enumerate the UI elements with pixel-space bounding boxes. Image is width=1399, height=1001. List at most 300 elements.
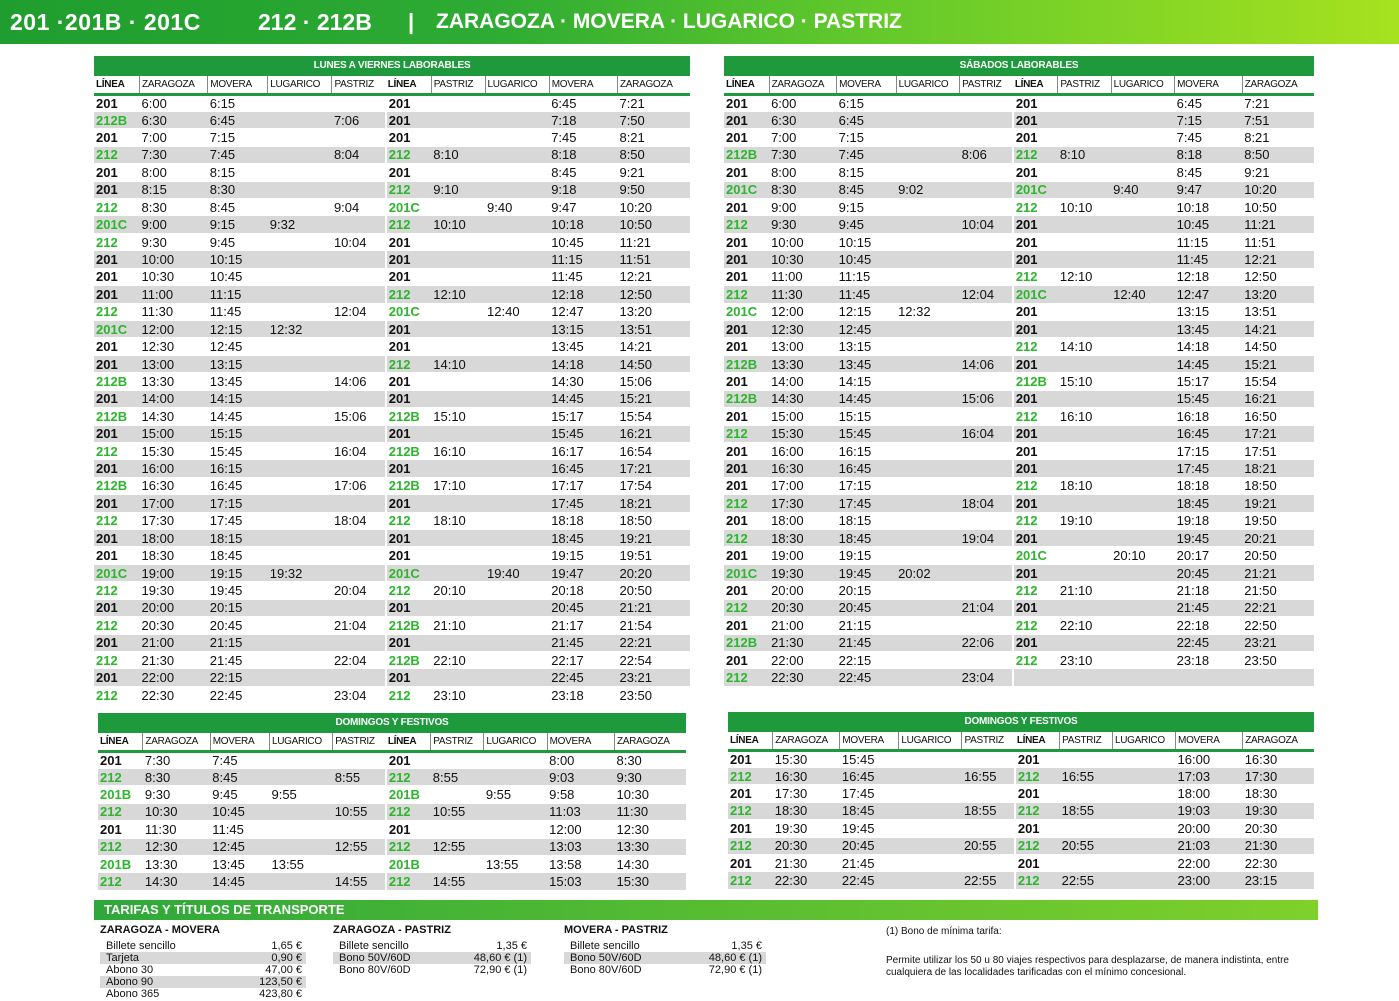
line-number: 201: [386, 338, 432, 355]
time-cell: [1111, 390, 1175, 407]
time-cell: [268, 129, 332, 146]
time-cell: 11:15: [837, 268, 896, 285]
time-cell: 19:30: [1243, 802, 1314, 819]
time-cell: 22:17: [549, 652, 617, 669]
line-number: 201: [724, 582, 769, 599]
time-cell: [485, 582, 549, 599]
time-cell: [960, 181, 1013, 198]
time-cell: 9:50: [617, 181, 690, 198]
table-row: [728, 820, 1314, 837]
time-cell: 20:45: [208, 617, 268, 634]
time-cell: 15:10: [431, 408, 485, 425]
time-cell: 11:15: [208, 286, 268, 303]
time-cell: 21:17: [549, 617, 617, 634]
line-number: 212: [98, 803, 143, 820]
line-number: 201: [724, 547, 769, 564]
time-cell: 20:50: [1242, 547, 1314, 564]
time-cell: [332, 530, 386, 547]
time-cell: [268, 530, 332, 547]
time-cell: 13:51: [1242, 303, 1314, 320]
time-cell: [268, 686, 332, 703]
time-cell: 22:30: [1243, 855, 1314, 872]
time-cell: 12:18: [1175, 268, 1243, 285]
time-cell: [896, 530, 960, 547]
time-cell: 19:10: [1058, 512, 1111, 529]
fare-price: 0,90 €: [271, 952, 302, 964]
table-row: [724, 564, 1314, 581]
table-row: [724, 477, 1314, 494]
column-header: LUGARICO: [899, 732, 962, 750]
line-number: 201: [94, 669, 140, 686]
time-cell: 18:45: [840, 802, 899, 819]
time-cell: 9:00: [140, 216, 208, 233]
time-cell: 16:30: [773, 767, 840, 784]
line-number: 201: [386, 94, 432, 111]
time-cell: 8:18: [1175, 146, 1243, 163]
time-cell: [485, 216, 549, 233]
time-cell: 16:30: [140, 477, 208, 494]
line-number: 201: [386, 460, 432, 477]
time-cell: [1058, 530, 1111, 547]
time-cell: 17:03: [1176, 767, 1243, 784]
time-cell: 23:50: [1242, 652, 1314, 669]
time-cell: 8:04: [332, 146, 386, 163]
table-row: [724, 286, 1314, 303]
time-cell: [899, 837, 962, 854]
time-cell: [1111, 164, 1175, 181]
line-number: 201: [1013, 564, 1058, 581]
time-cell: [485, 408, 549, 425]
time-cell: 7:15: [837, 129, 896, 146]
time-cell: 11:03: [547, 803, 614, 820]
time-cell: [431, 390, 485, 407]
time-cell: [1112, 855, 1175, 872]
fare-row: [564, 940, 766, 952]
line-number: 201: [98, 821, 143, 838]
time-cell: 10:00: [769, 233, 837, 250]
column-header: PASTRIZ: [960, 76, 1013, 94]
column-header: LUGARICO: [268, 76, 332, 94]
time-cell: 20:45: [549, 599, 617, 616]
time-cell: 11:51: [617, 251, 690, 268]
time-cell: 7:15: [208, 129, 268, 146]
line-number: 201: [94, 129, 140, 146]
time-cell: 16:15: [837, 442, 896, 459]
time-cell: [485, 146, 549, 163]
time-cell: 22:06: [960, 634, 1013, 651]
line-number: 201B: [386, 786, 431, 803]
line-number: 212: [1013, 652, 1058, 669]
line-number: 201: [386, 390, 432, 407]
time-cell: [268, 251, 332, 268]
banner-separator: |: [408, 9, 415, 34]
time-cell: [1058, 303, 1111, 320]
line-number: 201: [386, 233, 432, 250]
header-row: [724, 76, 1314, 94]
sunday-afternoon-title: DOMINGOS Y FESTIVOS: [728, 712, 1314, 732]
time-cell: 19:40: [485, 564, 549, 581]
line-number: 212B: [386, 477, 432, 494]
column-header: MOVERA: [547, 733, 614, 751]
time-cell: 12:21: [617, 268, 690, 285]
time-cell: 16:45: [837, 460, 896, 477]
line-number: 212: [386, 512, 432, 529]
column-header: PASTRIZ: [333, 733, 386, 751]
time-cell: [269, 821, 332, 838]
time-cell: 14:30: [140, 408, 208, 425]
time-cell: 10:04: [960, 216, 1013, 233]
time-cell: 23:18: [549, 686, 617, 703]
time-cell: 15:00: [140, 425, 208, 442]
time-cell: [960, 512, 1013, 529]
time-cell: 11:30: [143, 821, 210, 838]
time-cell: 7:45: [210, 751, 269, 768]
time-cell: [1060, 750, 1113, 767]
line-number: 201: [94, 599, 140, 616]
time-cell: [960, 338, 1013, 355]
line-number: 201C: [386, 564, 432, 581]
table-row: [728, 837, 1314, 854]
table-row: [724, 442, 1314, 459]
time-cell: 20:10: [431, 582, 485, 599]
line-number: 212B: [386, 617, 432, 634]
time-cell: 15:45: [208, 442, 268, 459]
time-cell: 10:15: [837, 233, 896, 250]
time-cell: 9:45: [837, 216, 896, 233]
table-row: [94, 564, 690, 581]
line-number: 201C: [1013, 286, 1058, 303]
time-cell: 8:15: [208, 164, 268, 181]
time-cell: 12:21: [1242, 251, 1314, 268]
time-cell: [332, 425, 386, 442]
time-cell: [896, 111, 960, 128]
time-cell: 18:45: [837, 530, 896, 547]
line-number: 201: [1013, 129, 1058, 146]
line-number: 201: [1013, 94, 1058, 111]
time-cell: 15:45: [840, 750, 899, 767]
time-cell: [960, 111, 1013, 128]
time-cell: 10:18: [1175, 199, 1243, 216]
time-cell: [485, 686, 549, 703]
time-cell: 14:15: [837, 373, 896, 390]
time-cell: 22:45: [1175, 634, 1243, 651]
time-cell: [268, 181, 332, 198]
table-row: [724, 303, 1314, 320]
line-number: 201C: [386, 199, 432, 216]
time-cell: [268, 268, 332, 285]
time-cell: 6:45: [208, 111, 268, 128]
time-cell: 17:21: [617, 460, 690, 477]
time-cell: 22:10: [431, 652, 485, 669]
time-cell: 18:30: [773, 802, 840, 819]
time-cell: 18:21: [617, 495, 690, 512]
time-cell: 6:00: [140, 94, 208, 111]
time-cell: 18:45: [549, 530, 617, 547]
time-cell: 17:15: [837, 477, 896, 494]
time-cell: 12:45: [208, 338, 268, 355]
time-cell: 10:15: [208, 251, 268, 268]
line-number: 212B: [724, 634, 769, 651]
time-cell: 22:45: [208, 686, 268, 703]
time-cell: 14:21: [1242, 320, 1314, 337]
column-header: MOVERA: [210, 733, 269, 751]
sunday-morning-table: [98, 733, 686, 891]
fare-price: 1,35 €: [731, 940, 762, 952]
line-number: 201: [724, 442, 769, 459]
sunday-morning-timetable: [98, 713, 686, 891]
line-number: 201: [1015, 820, 1060, 837]
table-row: [724, 111, 1314, 128]
line-number: 201: [386, 530, 432, 547]
time-cell: 11:45: [208, 303, 268, 320]
time-cell: [485, 652, 549, 669]
time-cell: [1111, 442, 1175, 459]
time-cell: 14:06: [960, 355, 1013, 372]
time-cell: [1112, 837, 1175, 854]
time-cell: 9:03: [547, 768, 614, 785]
time-cell: 13:30: [614, 838, 686, 855]
column-header: LUGARICO: [484, 733, 547, 751]
time-cell: 21:03: [1176, 837, 1243, 854]
line-number: 201: [1013, 390, 1058, 407]
fare-ticket: Bono 50V/60D: [570, 952, 642, 964]
column-header: ZARAGOZA: [617, 76, 690, 94]
time-cell: 6:45: [1175, 94, 1243, 111]
line-number: 201: [94, 286, 140, 303]
time-cell: [896, 286, 960, 303]
line-number: 201: [1015, 855, 1060, 872]
time-cell: [896, 199, 960, 216]
table-row: [724, 495, 1314, 512]
time-cell: [896, 477, 960, 494]
time-cell: [485, 111, 549, 128]
time-cell: 8:15: [140, 181, 208, 198]
time-cell: 16:54: [617, 442, 690, 459]
time-cell: [896, 94, 960, 111]
line-number: 201: [724, 617, 769, 634]
time-cell: [332, 181, 386, 198]
time-cell: [1112, 785, 1175, 802]
time-cell: [485, 442, 549, 459]
line-number: 212: [94, 582, 140, 599]
table-row: [94, 320, 690, 337]
header-banner: [0, 0, 1399, 44]
line-number: 201: [1013, 442, 1058, 459]
time-cell: [899, 872, 962, 889]
time-cell: 14:50: [617, 355, 690, 372]
fare-group-zaragoza-movera: [100, 924, 306, 1000]
time-cell: 14:10: [1058, 338, 1111, 355]
time-cell: 9:30: [143, 786, 210, 803]
time-cell: 13:15: [549, 320, 617, 337]
time-cell: [485, 477, 549, 494]
time-cell: 9:30: [769, 216, 837, 233]
time-cell: 17:45: [840, 785, 899, 802]
fare-row: [100, 988, 306, 1000]
time-cell: 18:18: [549, 512, 617, 529]
time-cell: 9:15: [208, 216, 268, 233]
time-cell: [485, 495, 549, 512]
table-row: [94, 599, 690, 616]
line-number: 201: [1013, 216, 1058, 233]
time-cell: 22:30: [140, 686, 208, 703]
time-cell: 18:55: [962, 802, 1015, 819]
time-cell: 10:55: [333, 803, 386, 820]
line-number: 201: [724, 94, 769, 111]
line-number: 201C: [94, 320, 140, 337]
fare-ticket: Tarjeta: [106, 952, 140, 964]
time-cell: 11:51: [1242, 233, 1314, 250]
time-cell: 22:30: [773, 872, 840, 889]
column-header: LUGARICO: [485, 76, 549, 94]
time-cell: 20:17: [1175, 547, 1243, 564]
time-cell: 9:00: [769, 199, 837, 216]
time-cell: 14:55: [431, 873, 484, 890]
time-cell: 10:50: [1242, 199, 1314, 216]
time-cell: [896, 599, 960, 616]
time-cell: [332, 286, 386, 303]
time-cell: 16:45: [1175, 425, 1243, 442]
line-number: 201: [724, 373, 769, 390]
time-cell: 6:45: [837, 111, 896, 128]
line-number: 201: [94, 181, 140, 198]
time-cell: 6:30: [769, 111, 837, 128]
line-number: 212: [1015, 872, 1060, 889]
time-cell: [484, 768, 547, 785]
line-number: 212: [386, 216, 432, 233]
time-cell: [1058, 599, 1111, 616]
time-cell: [960, 442, 1013, 459]
time-cell: [431, 634, 485, 651]
table-row: [98, 838, 686, 855]
column-header: LÍNEA: [1016, 734, 1046, 746]
time-cell: [1058, 286, 1111, 303]
line-number: 201: [94, 460, 140, 477]
time-cell: 12:30: [140, 338, 208, 355]
time-cell: [431, 338, 485, 355]
time-cell: [896, 216, 960, 233]
line-number: 201: [1013, 460, 1058, 477]
time-cell: 7:45: [208, 146, 268, 163]
table-row: [724, 460, 1314, 477]
time-cell: 15:06: [617, 373, 690, 390]
time-cell: [332, 268, 386, 285]
banner-route: ZARAGOZA · MOVERA · LUGARICO · PASTRIZ: [436, 10, 902, 33]
time-cell: 12:50: [1242, 268, 1314, 285]
time-cell: 13:20: [617, 303, 690, 320]
time-cell: 14:30: [143, 873, 210, 890]
line-number: 212: [724, 425, 769, 442]
time-cell: 21:10: [1058, 582, 1111, 599]
time-cell: 16:04: [960, 425, 1013, 442]
time-cell: [960, 408, 1013, 425]
time-cell: 20:30: [140, 617, 208, 634]
empty-cell: [1175, 669, 1243, 686]
time-cell: 10:20: [617, 199, 690, 216]
time-cell: 8:45: [837, 181, 896, 198]
line-number: 212: [724, 530, 769, 547]
table-row: [94, 582, 690, 599]
line-number: 201C: [724, 181, 769, 198]
time-cell: [1112, 802, 1175, 819]
time-cell: 19:45: [837, 564, 896, 581]
time-cell: 10:45: [208, 268, 268, 285]
line-number: 201: [724, 233, 769, 250]
line-number: 201: [724, 408, 769, 425]
time-cell: [269, 751, 332, 768]
table-row: [94, 338, 690, 355]
time-cell: 7:30: [143, 751, 210, 768]
time-cell: [333, 856, 386, 873]
time-cell: 23:21: [1242, 634, 1314, 651]
time-cell: [332, 564, 386, 581]
fare-price: 423,80 €: [259, 988, 302, 1000]
table-row: [94, 251, 690, 268]
time-cell: 17:30: [773, 785, 840, 802]
time-cell: [1058, 547, 1111, 564]
time-cell: 18:00: [769, 512, 837, 529]
time-cell: 14:21: [617, 338, 690, 355]
time-cell: 13:30: [769, 355, 837, 372]
line-number: 212: [98, 838, 143, 855]
table-row: [728, 785, 1314, 802]
time-cell: 14:10: [431, 355, 485, 372]
time-cell: 8:06: [960, 146, 1013, 163]
time-cell: 21:15: [208, 634, 268, 651]
time-cell: 11:30: [614, 803, 686, 820]
time-cell: 15:06: [960, 390, 1013, 407]
time-cell: 15:03: [547, 873, 614, 890]
time-cell: [268, 338, 332, 355]
time-cell: 18:00: [1176, 785, 1243, 802]
line-number: 201: [728, 750, 773, 767]
time-cell: 21:45: [1175, 599, 1243, 616]
time-cell: 17:17: [549, 477, 617, 494]
time-cell: 22:04: [332, 652, 386, 669]
line-number: 201: [386, 634, 432, 651]
table-row: [94, 669, 690, 686]
time-cell: 9:55: [484, 786, 547, 803]
time-cell: 16:00: [1176, 750, 1243, 767]
table-row: [728, 750, 1314, 767]
time-cell: 18:21: [1242, 460, 1314, 477]
time-cell: 16:21: [617, 425, 690, 442]
time-cell: 12:32: [268, 320, 332, 337]
time-cell: 20:15: [208, 599, 268, 616]
time-cell: 12:55: [333, 838, 386, 855]
time-cell: [896, 634, 960, 651]
time-cell: [431, 303, 485, 320]
time-cell: [268, 286, 332, 303]
line-number: 201: [1013, 495, 1058, 512]
table-row: [94, 495, 690, 512]
table-row: [94, 146, 690, 163]
fare-price: 72,90 € (1): [473, 964, 527, 976]
fare-group-title: ZARAGOZA - MOVERA: [100, 924, 220, 936]
time-cell: 8:30: [769, 181, 837, 198]
time-cell: 18:10: [1058, 477, 1111, 494]
time-cell: [268, 477, 332, 494]
line-number: 212: [94, 303, 140, 320]
time-cell: 18:15: [837, 512, 896, 529]
saturday-table: [724, 76, 1314, 687]
line-number: 212B: [724, 390, 769, 407]
time-cell: 11:00: [769, 268, 837, 285]
time-cell: 21:30: [773, 855, 840, 872]
time-cell: [485, 669, 549, 686]
time-cell: 16:45: [840, 767, 899, 784]
time-cell: 20:10: [1111, 547, 1175, 564]
